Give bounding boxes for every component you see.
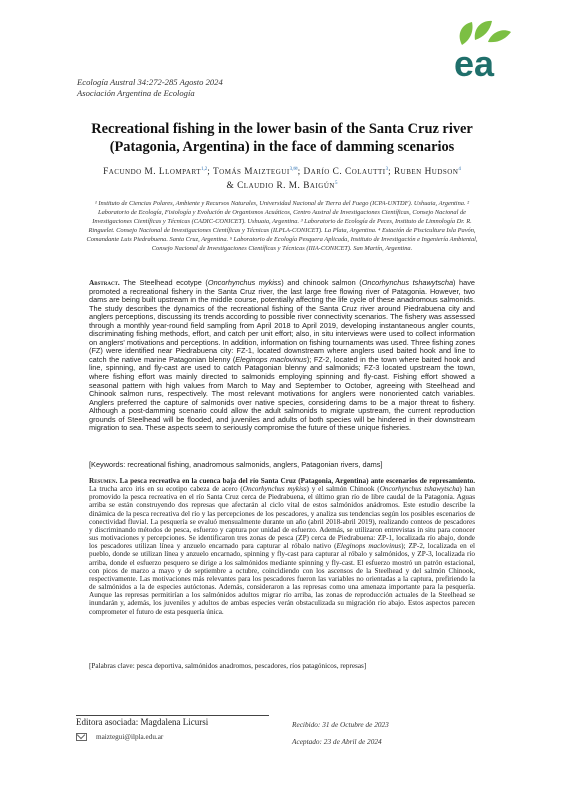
keywords: [Keywords: recreational fishing, anadromous salmonids, anglers, Patagonian rivers, dams]	[89, 460, 383, 469]
species-name: Oncorhynchus mykiss	[207, 278, 282, 287]
author-separator: ;	[388, 167, 394, 178]
logo-leaf-mid	[475, 21, 492, 40]
envelope-icon	[76, 733, 87, 741]
affiliations: ¹ Instituto de Ciencias Polares, Ambiente y Recursos Naturales, Universidad Nacional de Tierra del Fuego (ICPA-UNTDF). Ushuaia, Argentina. ² Laboratorio de Ecología, Fisiología y Evolución de Organismos Acuáticos, Centro Austral de Investigaciones Científicas, Consejo Nacional de Investigaciones Científicas y Técnicas (CADIC-CONICET). Ushuaia, Argentina. ³ Laboratorio de Ecología de Peces, Instituto de Limnología Dr. R. Ringuelet. Consejo Nacional de Investigaciones Científicas y Técnicas (ILPLA-CONICET). La Plata, Argentina. ⁴ Estación de Piscicultura Isla Pavón, Comandante Luis Piedrabuena. Santa Cruz, Argentina. ⁵ Laboratorio de Ecología Pesquera Aplicada, Instituto de Investigación e Ingeniería Ambiental, Consejo Nacional de Investigaciones Científicas y Técnicas (IIIA-CONICET). San Martín, Argentina.	[86, 200, 478, 252]
author-affiliation-mark: 5	[334, 181, 338, 187]
author-line-1	[60, 164, 504, 178]
abstract-text: The Steelhead ecotype (	[119, 278, 208, 287]
journal-logo	[448, 18, 526, 84]
footer-divider	[76, 715, 269, 716]
journal-info	[77, 77, 223, 98]
abstract-text: ); FZ-2, located in the town where baited hook and line, spinning, and fly-cast are used to catch Patagonian blenny and salmonids; FZ-3 located upstream the town, where fishing effort was mainly directed to salmonids employing spinning and fly-cast. Fishing effort showed a seasonal pattern with high values from March to May and September to October, agreeing with Steelhead and Chinook salmon runs, respectively. The most relevant motivations for anglers were nonoriented catch variables. Anglers preferred the capture of salmonids over native species, considering dams to be a major threat to fishery. Although a post-damming scenario could allow the adult salmonids to migrate upstream, the current reproduction grounds of Steelhead will be flooded, and juveniles and adults of both species will be hindered in their downstream migration to sea. These aspects seem to seriously compromise the future of these unique fisheries.	[89, 354, 475, 433]
journal-citation: Ecología Austral 34:272-285 Agosto 2024	[77, 77, 223, 87]
associate-editor: Editora asociada: Magdalena Licursi	[76, 717, 209, 727]
abstract-heading: Abstract.	[89, 278, 120, 287]
paper-title: Recreational fishing in the lower basin of the Santa Cruz river (Patagonia, Argentina) in the face of damming scenarios	[91, 121, 473, 156]
species-name: Oncorhynchus tshawytscha	[379, 485, 460, 494]
author-name: Claudio R. M. Baigún	[237, 181, 335, 192]
author-name: Darío C. Colautti	[303, 167, 386, 178]
author-affiliation-mark: 3,✉	[289, 167, 298, 172]
author-separator: ;	[207, 167, 213, 178]
logo-leaf-left	[460, 22, 473, 45]
resumen-title: La pesca recreativa en la cuenca baja del río Santa Cruz (Patagonia, Argentina) ante escenarios de represamiento.	[117, 477, 475, 485]
author-line-2	[60, 178, 504, 192]
species-name: Oncorhynchus mykiss	[242, 485, 307, 494]
resumen	[89, 477, 475, 616]
received-date: Recibido: 31 de Octubre de 2023	[292, 720, 389, 729]
resumen-heading: Resumen.	[89, 477, 118, 485]
accepted-date: Aceptado: 23 de Abril de 2024	[292, 736, 382, 746]
author-affiliation-mark: 4	[458, 167, 461, 172]
author-affiliation-mark: 3	[385, 167, 389, 172]
logo-leaf-right	[488, 30, 511, 42]
species-name: Oncorhynchus tshawytscha	[361, 278, 454, 287]
resumen-text: La trucha arco iris en su ecotipo cabeza de acero (	[89, 485, 243, 494]
resumen-text: ) y el salmón Chinook (	[306, 485, 380, 494]
palabras-clave: [Palabras clave: pesca deportiva, salmónidos anadromos, pescadores, ríos patagónicos, represas]	[89, 662, 367, 670]
submission-dates	[292, 717, 389, 750]
author-ampersand: &	[226, 181, 238, 192]
species-name: Eleginops maclovinus	[235, 354, 307, 364]
abstract-text: ) and chinook salmon (	[281, 278, 362, 287]
author-name: Tomás Maiztegui	[213, 167, 290, 178]
abstract	[89, 279, 475, 433]
journal-society: Asociación Argentina de Ecología	[77, 87, 195, 98]
resumen-text: ); ZP-2, localizada en el pueblo, donde se utilizan línea y anzuelo encarnado, spinning y fly-cast para capturar al róbalo y salmónidos, y ZP-3, localizada río arriba, donde el esfuerzo pesquero se dirige a los salmónidos mediante spinning y fly-cast. El esfuerzo mostró un patrón estacional, con picos de marzo a mayo y de septiembre a octubre, coincidiendo con los ascensos de la Steelhead y del salmón Chinook, respectivamente. Las motivaciones más relevantes para los pescadores fueron las variables no orientadas a la captura, prefiriendo la de salmónidos a la de especies autóctonas. Además, consideraron a las represas como una amenaza importante para la pesquería. Aunque las represas permitirían a los salmónidos adultos migrar río arriba, las zonas de reproducción actuales de la Steelhead se inundarán y, además, los juveniles y adultos de ambas especies verán obstaculizada su migración río abajo. Estos aspectos parecen comprometer el futuro de esta pesquería única.	[89, 542, 476, 616]
corresponding-email-row	[76, 733, 163, 742]
leaf-icon	[448, 18, 526, 84]
logo-text: ea	[454, 43, 495, 84]
resumen-text: ) han promovido la pesca recreativa en el río Santa Cruz cerca de Piedrabuena, el último gran río de libre caudal de la Patagonia. Aguas arriba se están construyendo dos represas que afectarán al ciclo vital de estos salmónidos anádromos. Este estudio describe la dinámica de la pesca recreativa del río y las percepciones de los pescadores, y analiza sus tendencias según los posibles escenarios de conectividad fluvial. La pesquería se evaluó mensualmente durante un año (abril 2018-abril 2019), realizando conteos de pescadores y discriminando métodos de pesca, esfuerzo y captura por unidad de esfuerzo. Además, se utilizaron entrevistas in situ para conocer sus motivaciones y percepciones. Se identificaron tres zonas de pesca (ZP) cerca de Piedrabuena: ZP-1, localizada río abajo, donde los pescadores utilizan línea y anzuelo encarnado para capturar al róbalo nativo (	[89, 485, 476, 551]
author-affiliation-mark: 1,2	[201, 167, 208, 172]
species-name: Eleginops maclovinus	[336, 542, 402, 551]
author-name: Facundo M. Llompart	[103, 167, 201, 178]
author-list	[60, 164, 504, 192]
author-separator: ;	[297, 167, 304, 178]
abstract-text: ) have promoted a recreational fishery in the Santa Cruz river, the last large free flowing river of Patagonia. However, two dams are being built upstream in the middle course, potentially affecting the life cycle of these anadromous salmonids. The study describes the dynamics of the recreational fishing of the Santa Cruz river around Piedrabuena city and anglers perceptions, discussing its trends according to possible river connectivity scenarios. The fishery was assessed through a monthly year-round field sampling from April 2018 to April 2019, developing instantaneous angler counts, discriminating fishing methods, effort, and catch per unit effort; also, in situ interviews were used to collect information on anglers' motivations and perceptions. In addition, information on fishing tournaments was used. Three fishing zones (FZ) were identified near Piedrabuena city: FZ-1, located downstream where anglers used baited hook and line to catch the native marine Patagonian blenny (	[89, 278, 475, 364]
corresponding-email[interactable]: maiztegui@ilpla.edu.ar	[96, 733, 164, 741]
author-name: Ruben Hudson	[393, 167, 459, 178]
